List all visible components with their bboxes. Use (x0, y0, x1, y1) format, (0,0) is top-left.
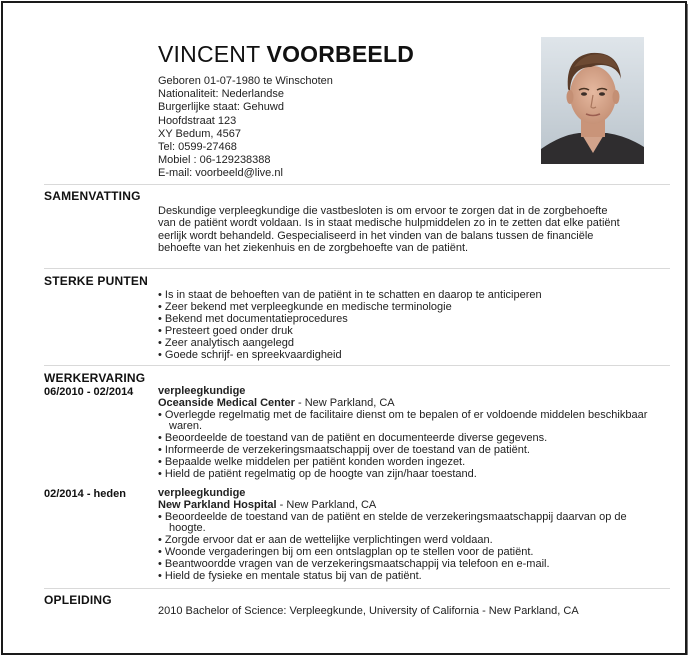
candidate-name (158, 41, 414, 68)
job-bullet: • Woonde vergaderingen bij om een ontslagplan op te stellen voor de patiënt. (158, 545, 534, 558)
list-item: • Goede schrijf- en spreekvaardigheid (158, 349, 342, 361)
employer-name: Oceanside Medical Center (158, 396, 295, 409)
contact-line: Nationaliteit: Nederlandse (158, 88, 284, 101)
job-dates: 02/2014 - heden (44, 488, 126, 500)
list-item: • Zeer bekend met verpleegkunde en medische terminologie (158, 301, 452, 313)
experience-heading: WERKERVARING (44, 371, 146, 385)
strengths-heading: STERKE PUNTEN (44, 274, 148, 288)
contact-line: Tel: 0599-27468 (158, 141, 237, 154)
list-item: • Presteert goed onder druk (158, 325, 293, 337)
job-title: verpleegkundige (158, 487, 246, 499)
education-heading: OPLEIDING (44, 593, 112, 607)
list-item: • Is in staat de behoeften van de patiënt in te schatten en daarop te anticiperen (158, 289, 542, 301)
contact-line: XY Bedum, 4567 (158, 127, 241, 140)
summary-heading: SAMENVATTING (44, 189, 141, 203)
section-divider (44, 184, 670, 185)
last-name: VOORBEELD (266, 41, 415, 67)
job-employer-line (158, 500, 658, 512)
summary-text: Deskundige verpleegkundige die vastbesloten is om ervoor te zorgen dat in de zorgbehoefte van de patiënt wordt voldaan. Is in staat medische hulpmiddelen zo in te zetten dat elke patiënt eerlijk wordt behandeld. Gespecialiseerd in het vinden van de balans tussen de financiële behoefte van het ziekenhuis en de zorgbehoefte van de patiënt. (158, 205, 620, 255)
contact-line: Burgerlijke staat: Gehuwd (158, 101, 284, 114)
job-employer-line (158, 398, 658, 410)
job-entry (158, 386, 658, 480)
job-bullet: • Beoordeelde de toestand van de patiënt en documenteerde diverse gegevens. (158, 432, 548, 445)
job-bullet: • Overlegde regelmatig met de facilitaire dienst om te bepalen of er voldoende middelen beschikbaar waren. (158, 408, 648, 433)
job-bullet: • Hield de patiënt regelmatig op de hoogte van zijn/haar toestand. (158, 467, 477, 480)
strengths-list (158, 289, 542, 361)
education-entry: 2010 Bachelor of Science: Verpleegkunde, University of California - New Parkland, CA (158, 605, 579, 617)
section-divider (44, 365, 670, 366)
first-name: VINCENT (158, 41, 260, 67)
list-item: • Bekend met documentatieprocedures (158, 313, 348, 325)
section-divider (44, 588, 670, 589)
employer-location: - New Parkland, CA (276, 498, 377, 511)
contact-line: Mobiel : 06-129238388 (158, 154, 271, 167)
section-divider (44, 268, 670, 269)
list-item: • Zeer analytisch aangelegd (158, 337, 294, 349)
contact-details (158, 75, 333, 181)
job-dates: 06/2010 - 02/2014 (44, 386, 134, 398)
contact-line: Geboren 01-07-1980 te Winschoten (158, 75, 333, 87)
job-bullet: • Beoordeelde de toestand van de patiënt en stelde de verzekeringsmaatschappij daarvan op de hoogte. (158, 510, 627, 535)
job-bullet: • Beantwoordde vragen van de verzekeringsmaatschappij via telefoon en e-mail. (158, 557, 550, 570)
job-bullet: • Bepaalde welke middelen per patiënt konden worden ingezet. (158, 455, 466, 468)
job-bullet: • Hield de fysieke en mentale status bij van de patiënt. (158, 569, 422, 582)
job-entry (158, 488, 658, 582)
employer-location: - New Parkland, CA (294, 396, 395, 409)
profile-photo (541, 37, 644, 164)
contact-line: Hoofdstraat 123 (158, 114, 237, 127)
contact-line: E-mail: voorbeeld@live.nl (158, 167, 283, 180)
job-bullet: • Informeerde de verzekeringsmaatschappij over de toestand van de patiënt. (158, 443, 530, 456)
employer-name: New Parkland Hospital (158, 498, 277, 511)
job-title: verpleegkundige (158, 385, 246, 397)
job-bullet: • Zorgde ervoor dat er aan de wettelijke verplichtingen werd voldaan. (158, 534, 493, 547)
